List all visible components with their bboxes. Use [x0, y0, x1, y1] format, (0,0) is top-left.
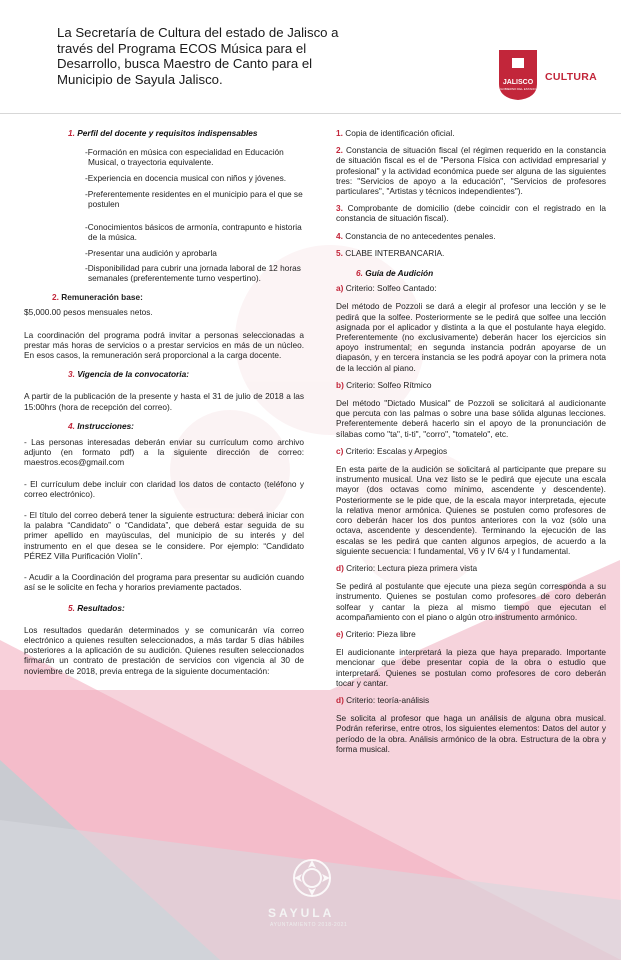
list-item: -Experiencia en docencia musical con niños y jóvenes.	[85, 172, 287, 183]
instruction-paragraph: - Acudir a la Coordinación del programa para presentar su audición cuando así se le solicite en fecha y horarios previamente pactados.	[24, 572, 304, 593]
criterion-letter: e)	[336, 628, 344, 639]
section-title: Guía de Audición	[365, 268, 434, 279]
section-number: 5.	[68, 602, 75, 613]
document-item	[336, 203, 606, 223]
section-number: 6.	[356, 268, 363, 279]
criterion-letter: c)	[336, 445, 344, 456]
footer-brand: SAYULA	[268, 906, 335, 920]
criterion-heading	[336, 563, 606, 573]
item-text: CLABE INTERBANCARIA.	[345, 247, 445, 258]
section-number: 3.	[68, 369, 75, 380]
left-column	[24, 128, 304, 676]
section-6-heading	[356, 268, 606, 278]
section-title: Remuneración base:	[61, 292, 143, 303]
item-text: Comprobante de domicilio (debe coincidir con el registrado en la constancia de situación fiscal).	[336, 203, 607, 224]
item-number: 2.	[336, 145, 343, 156]
jalisco-logo	[497, 50, 539, 100]
item-number: 4.	[336, 230, 343, 241]
salary-amount: $5,000.00 pesos mensuales netos.	[24, 307, 153, 318]
criterion-letter: b)	[336, 379, 344, 390]
cultura-label: CULTURA	[545, 71, 598, 83]
criterion-text: En esta parte de la audición se solicitará al participante que prepare su instrumento musical. Una vez listo se le pedirá que ejecute una escala mayor (dos octavas como mínimo, ascendente y descendente). Posteriormente se le pide que, de la escala mayor interpretada, ejecute la relativa menor armónica. Quienes se postulen como profesores de coro deberán hacer los dos puntos anteriores con la voz (sólo una octava, ascendente y descendente). Terminando la ejecución de las escalas se les pedirá que canten algunos arpegios, de acuerdo a la siguiente secuencia: I fundamental, V6 y IV 6/4 y I fundamental.	[336, 464, 606, 556]
list-item: -Conocimientos básicos de armonía, contrapunto e historia de la música.	[85, 222, 302, 243]
criterion-letter: d)	[336, 562, 344, 573]
section-1-heading	[68, 128, 304, 138]
sayula-emblem-icon	[290, 856, 334, 900]
criterion-heading	[336, 380, 606, 390]
list-item: -Formación en música con especialidad en Educación Musical, o trayectoria equivalente.	[85, 147, 284, 168]
criterion-text: Se pedirá al postulante que ejecute una pieza según corresponda a su instrumento. Quienes se postulan como profesores de coro deberán solfear y cantar la pieza al mismo tiempo que ejecutan el acompañamiento con el piano o algún otro instrumento armónico.	[336, 581, 606, 622]
list-item: -Preferentemente residentes en el municipio para el que se postulen	[85, 188, 303, 210]
document-item	[336, 248, 606, 258]
criterion-heading	[336, 446, 606, 456]
section-title: Vigencia de la convocatoria:	[77, 369, 189, 380]
logo-text: JALISCO	[502, 79, 534, 86]
section-2-heading	[52, 292, 304, 302]
instruction-paragraph: - Las personas interesadas deberán enviar su currículum como archivo adjunto (en formato pdf) a la siguiente dirección de correo: maestros.ecos@gmail.com	[24, 437, 304, 468]
results-text: Los resultados quedarán determinados y se comunicarán vía correo electrónico a quienes resulten seleccionados, a más tardar 5 días hábiles posteriores a la aplicación de su audición. Quienes resulten seleccionados firmarán un contrato de prestación de servicios con vigencia al 30 de noviembre de 2018, previa entrega de la siguiente documentación:	[24, 624, 304, 676]
footer-subtitle: AYUNTAMIENTO 2018-2021	[270, 922, 348, 928]
page-title: La Secretaría de Cultura del estado de Jalisco a través del Programa ECOS Música para el Desarrollo, busca Maestro de Canto para el Municipio de Sayula Jalisco.	[57, 25, 339, 87]
list-item: -Presentar una audición y aprobarla	[85, 247, 217, 258]
document-item	[336, 128, 606, 138]
right-column	[336, 128, 606, 754]
section-title: Resultados:	[77, 602, 125, 613]
section-number: 4.	[68, 420, 75, 431]
criterion-title: Criterio: teoría-análisis	[346, 694, 430, 705]
criterion-title: Criterio: Solfeo Rítmico	[346, 379, 432, 390]
instruction-paragraph: - El currículum debe incluir con claridad los datos de contacto (teléfono y correo electrónico).	[24, 478, 304, 499]
remuneration-text: La coordinación del programa podrá invitar a personas seleccionadas a prestar más horas de servicios o a prestar servicios en más de un núcleo. En esos casos, la remuneración será proporcional a la carga docente.	[24, 329, 304, 361]
section-5-heading	[68, 603, 304, 613]
criterion-heading	[336, 283, 606, 293]
criterion-title: Criterio: Escalas y Arpegios	[345, 445, 448, 456]
item-text: Constancia de situación fiscal (el régimen requerido en la constancia de situación fiscal es el de "Persona Física con actividad empresarial y profesional" y la actividad económica puede ser alguna de las siguientes tres: "Servicios de apoyo a la educación", "Servicios de profesores particulares", "Artistas y técnicos independientes").	[336, 145, 606, 197]
criterion-text: Del método "Dictado Musical" de Pozzoli se solicitará al audicionante que percuta con las palmas o sobre una base sólida algunas lecciones. Preferentemente deberá hacerlo sin el apoyo de la pronunciación de sílabas como "ta", ti-ti", "corro", "tomatelo", etc.	[336, 398, 606, 439]
criterion-text: El audicionante interpretará la pieza que haya preparado. Importante mencionar que debe presentar copia de la obra o estudio que interpretará. Quienes se postulan como profesores de coro deberán tocar y cantar.	[336, 647, 606, 688]
criterion-title: Criterio: Lectura pieza primera vista	[346, 562, 478, 573]
item-number: 3.	[336, 203, 343, 214]
section-title: Perfil del docente y requisitos indispensables	[77, 128, 258, 138]
validity-text: A partir de la publicación de la presente y hasta el 31 de julio de 2018 a las 15:00hrs (hora de recepción del correo).	[24, 391, 304, 412]
document-item	[336, 145, 606, 196]
criterion-text: Se solicita al profesor que haga un análisis de alguna obra musical. Podrán referirse, entre otros, los siguientes elementos: Datos del autor y período de la obra. Análisis armónico de la obra. Estructura de la obra y forma musical.	[336, 713, 606, 754]
document-item	[336, 231, 606, 241]
section-4-heading	[68, 421, 304, 431]
section-title: Instrucciones:	[77, 420, 134, 431]
criterion-heading	[336, 629, 606, 639]
criterion-letter: a)	[336, 283, 344, 294]
instruction-paragraph: - El título del correo deberá tener la siguiente estructura: deberá iniciar con la palabra “Candidato” o “Candidata”, que deberá estar seguida de su primer apellido en mayúsculas, del municipio de su interés y del instrumento en el que desea se le considere. Por ejemplo: “Candidato PÉREZ Villa Purificación Violín”.	[24, 510, 304, 561]
criterion-letter: d)	[336, 694, 344, 705]
criterion-title: Criterio: Pieza libre	[345, 628, 416, 639]
item-text: Constancia de no antecedentes penales.	[345, 230, 496, 241]
header-divider	[0, 113, 621, 114]
criterion-title: Criterio: Solfeo Cantado:	[345, 283, 437, 294]
item-number: 5.	[336, 247, 343, 258]
section-number: 2.	[52, 292, 59, 303]
item-number: 1.	[336, 128, 343, 138]
section-3-heading	[68, 369, 304, 379]
list-item: -Disponibilidad para cubrir una jornada laboral de 12 horas semanales (preferentemente turno vespertino).	[85, 262, 301, 284]
logo-subtext: GOBIERNO DEL ESTADO	[500, 87, 536, 91]
item-text: Copia de identificación oficial.	[345, 128, 455, 138]
criterion-heading	[336, 695, 606, 705]
section-number: 1.	[68, 128, 75, 138]
criterion-text: Del método de Pozzoli se dará a elegir al profesor una lección y se le pedirá que la solfee. Posteriormente se le pedirá que solfee una lección asignada por el aplicador y distinta a la que el postulante haya elegido. Preferentemente (no exclusivamente) deberán hacer los ejercicios sin apoyo instrumental; en segunda instancia podrán apoyarse de un diapasón, y en tercera instancia se les podrá apoyar con la primera nota de la lección al piano.	[336, 301, 606, 373]
